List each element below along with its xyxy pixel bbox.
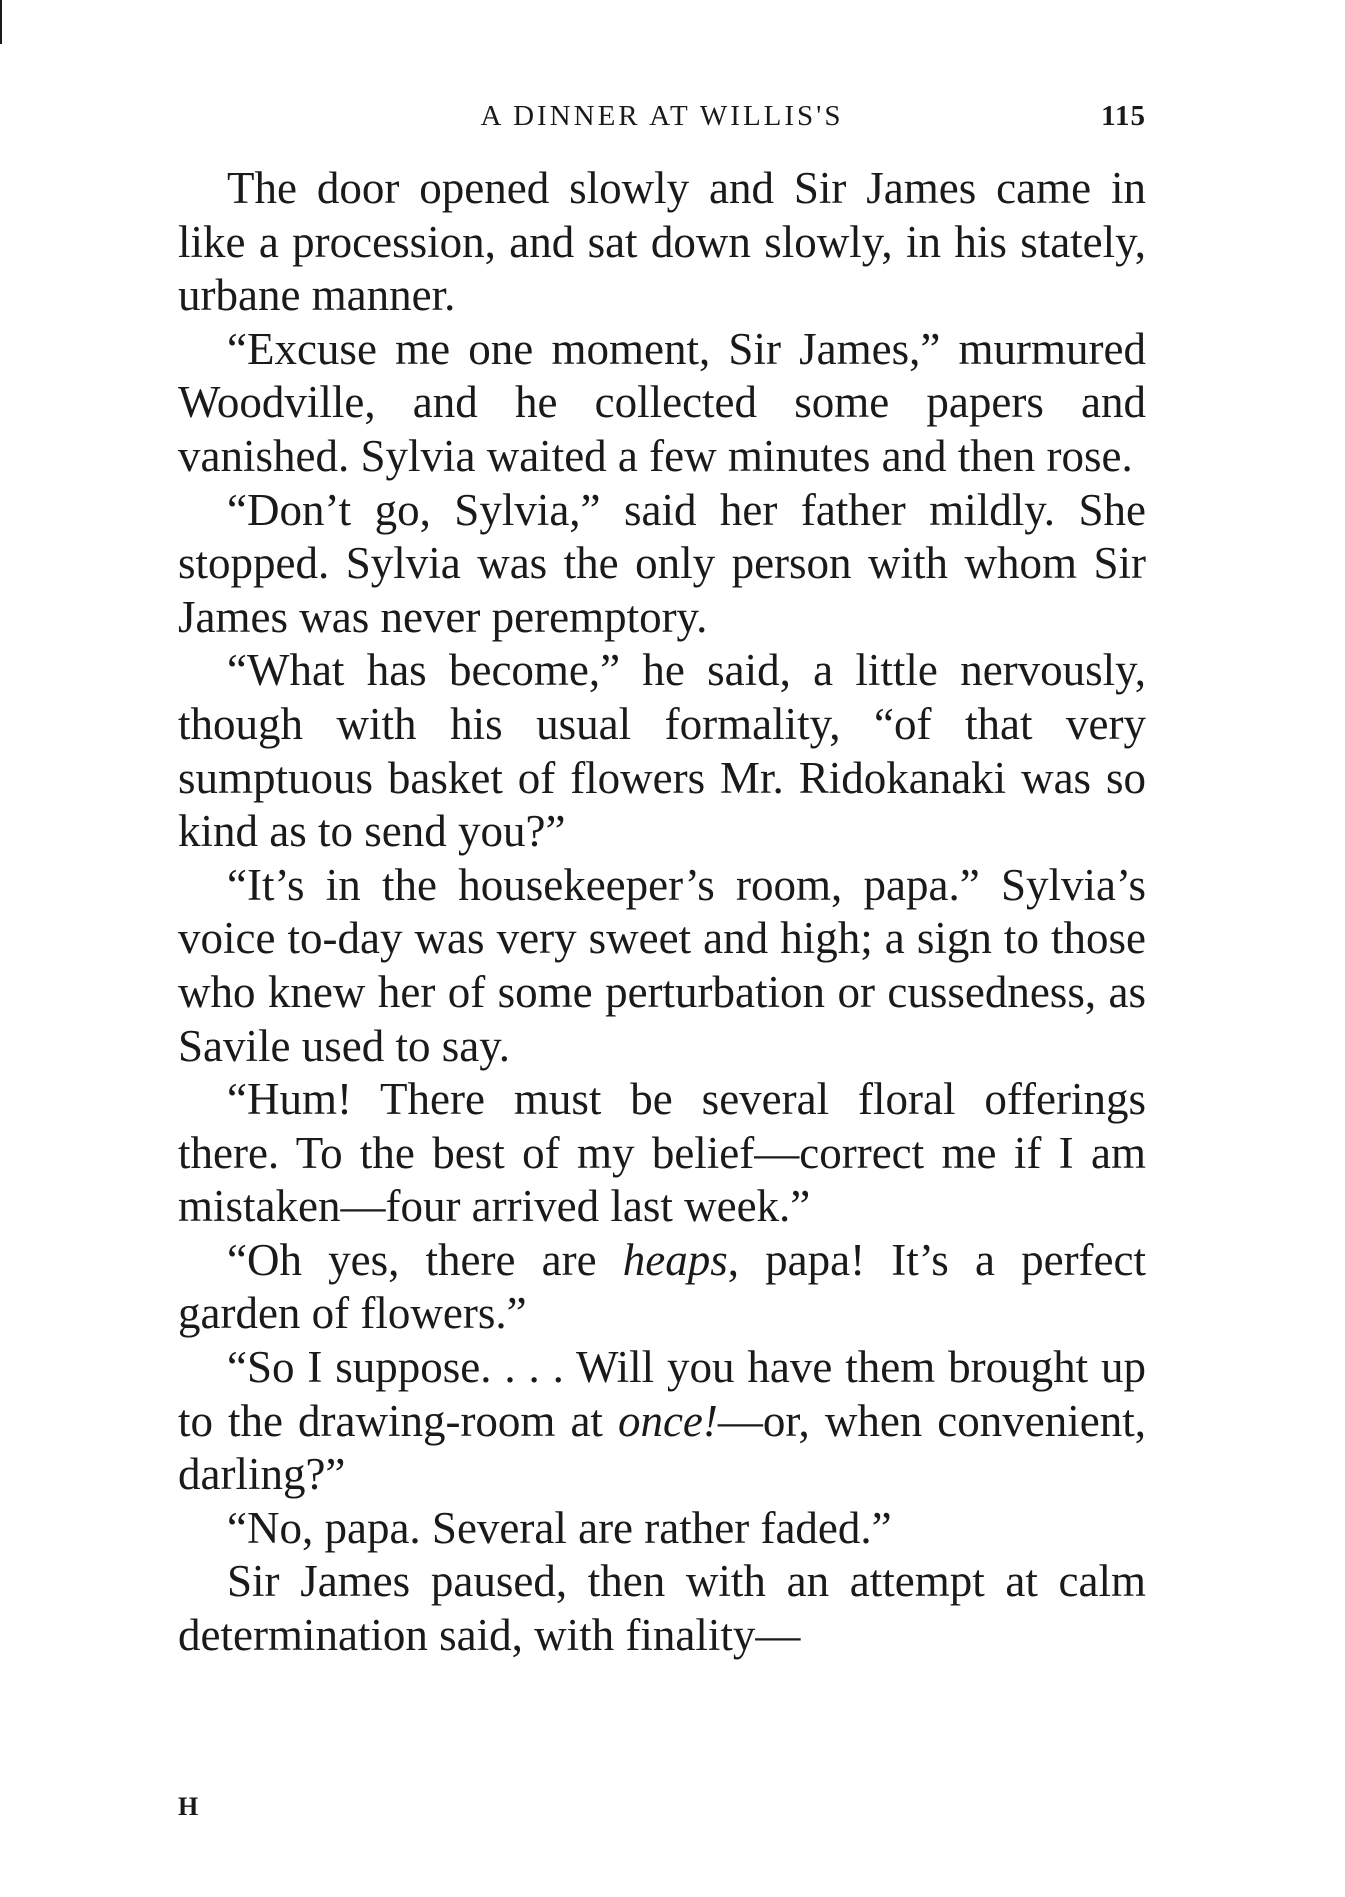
paragraph xyxy=(178,1341,1146,1502)
text-run: —or, when convenient, darling?” xyxy=(178,1395,1146,1500)
text-run: “What has become,” he said, a little nervously, though with his usual formality, “of that very sumptuous basket of flowers Mr. Ridokanaki was so kind as to send you?” xyxy=(178,645,1146,857)
paragraph xyxy=(178,1234,1146,1341)
body-text xyxy=(178,162,1146,1663)
text-run: “It’s in the housekeeper’s room, papa.” Sylvia’s voice to-day was very sweet and high; a sign to those who knew her of some perturbation or cussedness, as Savile used to say. xyxy=(178,859,1146,1071)
text-run: “Oh yes, there are xyxy=(227,1234,623,1285)
text-run: “Hum! There must be several floral offerings there. To the best of my belief—correct me if I am mistaken—four arrived last week.” xyxy=(178,1074,1146,1232)
paragraph xyxy=(178,323,1146,484)
running-head xyxy=(178,100,1146,144)
text-run: , papa! It’s a perfect garden of flowers.” xyxy=(178,1234,1146,1339)
text-run: Sir James paused, then with an attempt at calm determination said, with finality— xyxy=(178,1556,1146,1661)
paragraph xyxy=(178,859,1146,1073)
text-run: “No, papa. Several are rather faded.” xyxy=(227,1502,892,1553)
paragraph xyxy=(178,1502,1146,1556)
italic-text: heaps xyxy=(622,1234,728,1285)
paragraph xyxy=(178,1555,1146,1662)
page-edge-mark xyxy=(0,0,2,44)
italic-text: once! xyxy=(617,1395,718,1446)
running-title: A DINNER AT WILLIS'S xyxy=(480,100,844,132)
paragraph xyxy=(178,162,1146,323)
paragraph xyxy=(178,644,1146,858)
text-run: The door opened slowly and Sir James came in like a procession, and sat down slowly, in his stately, urbane manner. xyxy=(178,163,1146,321)
text-run: “Don’t go, Sylvia,” said her father mildly. She stopped. Sylvia was the only person with whom Sir James was never peremptory. xyxy=(178,484,1146,642)
paragraph xyxy=(178,1073,1146,1234)
page-number: 115 xyxy=(1101,100,1146,132)
text-run: “So I suppose. . . . Will you have them brought up to the drawing-room at xyxy=(178,1342,1146,1446)
signature-mark: H xyxy=(178,1792,199,1821)
paragraph xyxy=(178,484,1146,645)
text-run: “Excuse me one moment, Sir James,” murmured Woodville, and he collected some papers and vanished. Sylvia waited a few minutes and then rose. xyxy=(178,323,1146,481)
